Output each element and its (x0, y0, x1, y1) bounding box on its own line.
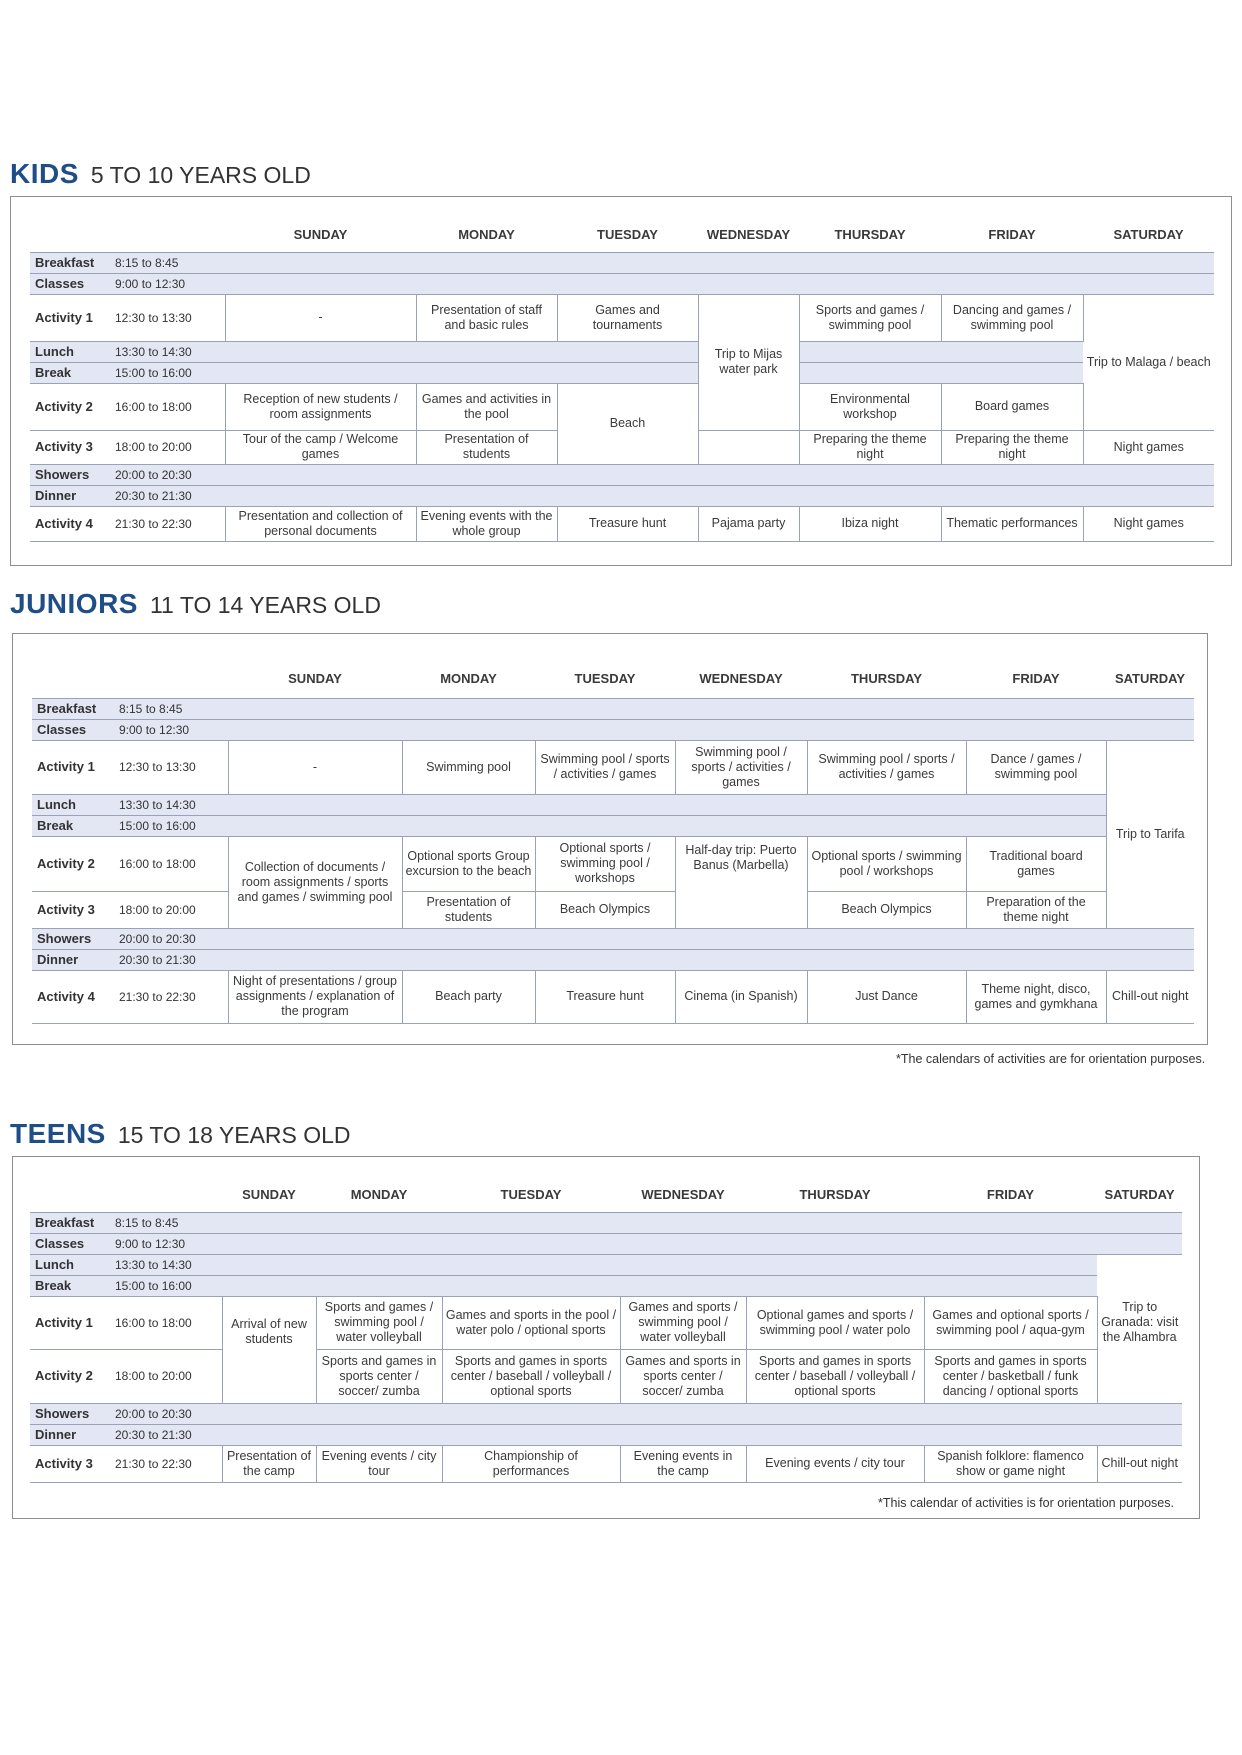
schedule-cell: Treasure hunt (535, 970, 675, 1023)
schedule-cell: Games and tournaments (557, 294, 698, 341)
row-time: 13:30 to 14:30 (119, 797, 196, 812)
row-time: 21:30 to 22:30 (115, 516, 192, 531)
row-label: Lunch (37, 796, 76, 812)
row-time: 16:00 to 18:00 (115, 1315, 192, 1330)
row-time: 12:30 to 13:30 (115, 310, 192, 325)
schedule-cell: Reception of new students / room assignments (225, 383, 416, 430)
kids-row-breakfast (30, 252, 1214, 273)
schedule-cell: Evening events / city tour (746, 1445, 924, 1482)
schedule-cell: Arrival of new students (222, 1296, 316, 1403)
teens-note: *This calendar of activities is for orientation purposes. (878, 1496, 1174, 1510)
schedule-cell: Tour of the camp / Welcome games (225, 430, 416, 464)
juniors-row-activity4 (32, 970, 1194, 1023)
kids-subtitle: 5 TO 10 YEARS OLD (90, 162, 311, 188)
juniors-row-showers (32, 928, 1194, 949)
schedule-cell: Sports and games in sports center / baseball / volleyball / optional sports (746, 1349, 924, 1403)
schedule-cell: Board games (941, 383, 1083, 430)
kids-row-break (30, 362, 1214, 383)
schedule-cell: Swimming pool (402, 740, 535, 794)
row-time: 20:00 to 20:30 (119, 931, 196, 946)
schedule-cell: Sports and games / swimming pool (799, 294, 941, 341)
kids-heading (10, 158, 311, 190)
teens-day-sunday: SUNDAY (242, 1187, 296, 1203)
teens-row-showers (30, 1403, 1182, 1424)
kids-day-saturday: SATURDAY (1113, 227, 1184, 243)
juniors-row-activity1 (32, 740, 1194, 794)
row-time: 15:00 to 16:00 (119, 818, 196, 833)
schedule-cell: Chill-out night (1106, 970, 1194, 1023)
juniors-note: *The calendars of activities are for orientation purposes. (896, 1052, 1206, 1066)
schedule-cell: Environmental workshop (799, 383, 941, 430)
row-time: 21:30 to 22:30 (119, 989, 196, 1004)
juniors-day-thursday: THURSDAY (850, 671, 923, 687)
juniors-row-classes (32, 719, 1194, 740)
schedule-cell: Evening events with the whole group (416, 506, 557, 541)
row-time: 8:15 to 8:45 (115, 255, 179, 270)
row-label: Activity 1 (37, 759, 95, 774)
row-label: Dinner (35, 1426, 77, 1442)
schedule-cell: Preparation of the theme night (966, 891, 1106, 928)
row-label: Classes (37, 721, 87, 737)
schedule-cell: Optional sports / swimming pool / workshops (535, 836, 675, 891)
schedule-cell: Championship of performances (442, 1445, 620, 1482)
teens-row-dinner (30, 1424, 1182, 1445)
schedule-cell: Night of presentations / group assignments / explanation of the program (228, 970, 402, 1023)
schedule-cell: Chill-out night (1097, 1445, 1182, 1482)
schedule-cell: Trip to Mijas water park (698, 294, 799, 430)
juniors-day-saturday: SATURDAY (1114, 671, 1186, 687)
juniors-row-breakfast (32, 698, 1194, 719)
schedule-cell: Cinema (in Spanish) (675, 970, 807, 1023)
schedule-cell: Preparing the theme night (941, 430, 1083, 464)
schedule-cell: Optional games and sports / swimming pool / water polo (746, 1296, 924, 1349)
kids-row-activity4 (30, 506, 1214, 541)
teens-row-breakfast (30, 1212, 1182, 1233)
schedule-cell: Collection of documents / room assignments / sports and games / swimming pool (228, 836, 402, 928)
juniors-row-lunch (32, 794, 1194, 815)
row-label: Showers (37, 930, 92, 946)
kids-row-lunch (30, 341, 1214, 362)
kids-day-sunday: SUNDAY (293, 227, 348, 243)
schedule-cell: Swimming pool / sports / activities / games (675, 740, 807, 794)
teens-day-saturday: SATURDAY (1104, 1187, 1175, 1203)
row-time: 9:00 to 12:30 (119, 722, 190, 737)
schedule-cell: Night games (1083, 506, 1214, 541)
schedule-cell: Games and activities in the pool (416, 383, 557, 430)
row-label: Break (35, 1277, 72, 1293)
row-label: Breakfast (37, 700, 97, 716)
row-time: 12:30 to 13:30 (119, 760, 196, 774)
schedule-cell: Sports and games in sports center / baseball / volleyball / optional sports (442, 1349, 620, 1403)
schedule-cell: Beach Olympics (535, 891, 675, 928)
schedule-cell: Presentation of students (416, 430, 557, 464)
kids-day-thursday: THURSDAY (834, 227, 906, 243)
juniors-row-activity2 (32, 836, 1194, 891)
schedule-cell: Preparing the theme night (799, 430, 941, 464)
schedule-cell: Games and optional sports / swimming pool / aqua-gym (924, 1296, 1097, 1349)
juniors-row-break (32, 815, 1194, 836)
row-label: Classes (35, 275, 85, 291)
schedule-cell: Swimming pool / sports / activities / games (807, 740, 966, 794)
row-time: 9:00 to 12:30 (115, 1236, 186, 1251)
schedule-cell: Night games (1083, 430, 1214, 464)
schedule-cell: Beach Olympics (807, 891, 966, 928)
row-label: Lunch (35, 343, 74, 359)
teens-heading (10, 1118, 351, 1150)
row-label: Activity 4 (35, 515, 93, 531)
kids-day-header-row (30, 218, 1214, 252)
teens-row-lunch (30, 1254, 1182, 1275)
row-label: Dinner (37, 951, 79, 967)
row-time: 20:00 to 20:30 (115, 1406, 192, 1421)
teens-row-activity3 (30, 1445, 1182, 1482)
teens-day-wednesday: WEDNESDAY (641, 1187, 725, 1203)
schedule-cell: Trip to Granada: visit the Alhambra (1097, 1296, 1182, 1403)
row-label: Classes (35, 1235, 85, 1251)
schedule-cell: Dance / games / swimming pool (966, 740, 1106, 794)
juniors-row-activity3 (32, 891, 1194, 928)
schedule-cell: Beach (557, 383, 698, 464)
row-time: 16:00 to 18:00 (115, 399, 192, 414)
row-time: 20:30 to 21:30 (115, 488, 192, 503)
juniors-heading (10, 588, 381, 620)
teens-day-friday: FRIDAY (986, 1187, 1035, 1203)
row-label: Activity 2 (37, 855, 95, 871)
row-label: Showers (35, 466, 90, 482)
schedule-cell: Sports and games in sports center / soccer/ zumba (316, 1349, 442, 1403)
row-label: Activity 2 (35, 1368, 93, 1383)
kids-row-classes (30, 273, 1214, 294)
row-time: 13:30 to 14:30 (115, 1257, 192, 1272)
row-time: 15:00 to 16:00 (115, 365, 192, 380)
juniors-row-dinner (32, 949, 1194, 970)
row-time: 20:00 to 20:30 (115, 467, 192, 482)
juniors-day-header-row (32, 660, 1194, 698)
juniors-day-wednesday: WEDNESDAY (699, 671, 783, 687)
row-time: 20:30 to 21:30 (115, 1427, 192, 1442)
schedule-cell: Pajama party (698, 506, 799, 541)
juniors-day-monday: MONDAY (440, 671, 497, 687)
kids-row-dinner (30, 485, 1214, 506)
row-label: Showers (35, 1405, 90, 1421)
kids-day-friday: FRIDAY (988, 227, 1036, 243)
row-time: 18:00 to 20:00 (115, 1369, 192, 1383)
kids-title: KIDS (10, 158, 79, 189)
row-label: Dinner (35, 487, 77, 503)
row-time: 18:00 to 20:00 (119, 902, 196, 917)
schedule-cell: Evening events in the camp (620, 1445, 746, 1482)
schedule-cell: - (225, 294, 416, 341)
schedule-cell: Half-day trip: Puerto Banus (Marbella) (675, 836, 807, 928)
schedule-cell: Trip to Malaga / beach (1083, 294, 1214, 430)
row-label: Activity 3 (37, 901, 95, 917)
row-label: Breakfast (35, 254, 95, 270)
teens-subtitle: 15 TO 18 YEARS OLD (117, 1122, 351, 1148)
row-label: Activity 3 (35, 439, 93, 454)
schedule-cell: Traditional board games (966, 836, 1106, 891)
juniors-day-friday: FRIDAY (1012, 671, 1060, 687)
schedule-cell: Dancing and games / swimming pool (941, 294, 1083, 341)
row-label: Break (35, 364, 72, 380)
row-label: Lunch (35, 1256, 74, 1272)
teens-day-tuesday: TUESDAY (500, 1187, 562, 1203)
schedule-cell: Optional sports / swimming pool / workshops (807, 836, 966, 891)
row-label: Activity 3 (35, 1455, 93, 1471)
schedule-cell: Sports and games / swimming pool / water volleyball (316, 1296, 442, 1349)
kids-day-wednesday: WEDNESDAY (706, 227, 791, 243)
schedule-cell: Thematic performances (941, 506, 1083, 541)
schedule-cell: Treasure hunt (557, 506, 698, 541)
juniors-schedule-table (32, 660, 1194, 1024)
schedule-cell: Games and sports in the pool / water polo / optional sports (442, 1296, 620, 1349)
teens-schedule-table (30, 1178, 1182, 1483)
teens-row-break (30, 1275, 1182, 1296)
kids-row-activity2 (30, 383, 1214, 430)
schedule-cell: Presentation of the camp (222, 1445, 316, 1482)
schedule-cell: Presentation and collection of personal documents (225, 506, 416, 541)
schedule-cell: Evening events / city tour (316, 1445, 442, 1482)
kids-schedule-table (30, 218, 1214, 542)
schedule-cell: - (228, 740, 402, 794)
row-label: Break (37, 817, 74, 833)
row-time: 20:30 to 21:30 (119, 952, 196, 967)
schedule-cell: Presentation of staff and basic rules (416, 294, 557, 341)
row-label: Activity 4 (37, 988, 95, 1004)
row-time: 21:30 to 22:30 (115, 1456, 192, 1471)
kids-day-monday: MONDAY (458, 227, 515, 243)
teens-day-thursday: THURSDAY (799, 1187, 871, 1203)
teens-row-classes (30, 1233, 1182, 1254)
row-label: Breakfast (35, 1214, 95, 1230)
teens-row-activity2 (30, 1349, 1182, 1403)
teens-day-monday: MONDAY (350, 1187, 408, 1203)
teens-day-header-row (30, 1178, 1182, 1212)
schedule-cell: Games and sports / swimming pool / water volleyball (620, 1296, 746, 1349)
juniors-subtitle: 11 TO 14 YEARS OLD (149, 592, 381, 618)
kids-row-showers (30, 464, 1214, 485)
schedule-cell: Just Dance (807, 970, 966, 1023)
row-label: Activity 1 (35, 309, 93, 325)
schedule-cell: Theme night, disco, games and gymkhana (966, 970, 1106, 1023)
kids-day-tuesday: TUESDAY (597, 227, 658, 243)
schedule-cell: Beach party (402, 970, 535, 1023)
juniors-day-sunday: SUNDAY (288, 671, 342, 687)
schedule-cell: Ibiza night (799, 506, 941, 541)
schedule-cell: Trip to Tarifa (1106, 740, 1194, 928)
row-time: 8:15 to 8:45 (115, 1215, 179, 1230)
row-time: 9:00 to 12:30 (115, 276, 186, 291)
schedule-cell: Games and sports in sports center / soccer/ zumba (620, 1349, 746, 1403)
row-time: 13:30 to 14:30 (115, 344, 192, 359)
schedule-cell: Sports and games in sports center / basketball / funk dancing / optional sports (924, 1349, 1097, 1403)
teens-title: TEENS (10, 1118, 106, 1149)
row-time: 8:15 to 8:45 (119, 701, 183, 716)
row-label: Activity 1 (35, 1314, 93, 1330)
schedule-cell: Presentation of students (402, 891, 535, 928)
schedule-cell: Swimming pool / sports / activities / games (535, 740, 675, 794)
kids-row-activity1 (30, 294, 1214, 341)
juniors-title: JUNIORS (10, 588, 138, 619)
row-time: 15:00 to 16:00 (115, 1278, 192, 1293)
juniors-day-tuesday: TUESDAY (574, 671, 636, 687)
row-time: 16:00 to 18:00 (119, 856, 196, 871)
schedule-cell: Optional sports Group excursion to the beach (402, 836, 535, 891)
row-label: Activity 2 (35, 398, 93, 414)
schedule-cell: Spanish folklore: flamenco show or game night (924, 1445, 1097, 1482)
teens-row-activity1 (30, 1296, 1182, 1349)
row-time: 18:00 to 20:00 (115, 440, 192, 454)
